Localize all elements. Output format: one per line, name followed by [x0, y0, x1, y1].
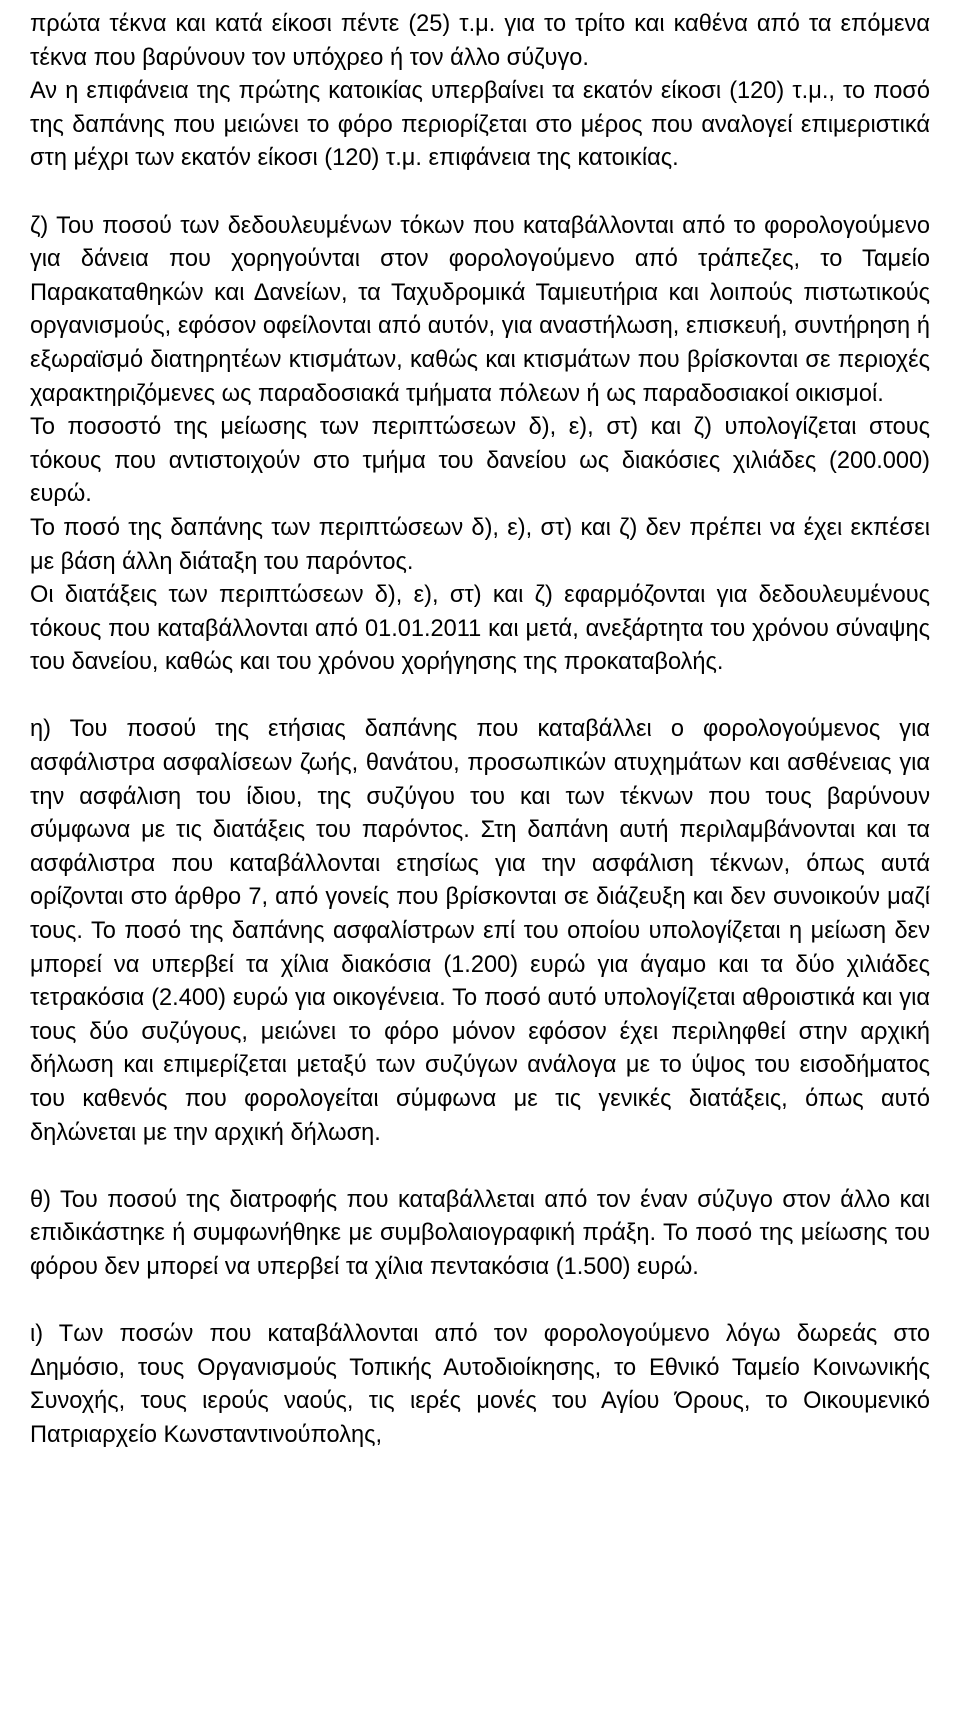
paragraph-spacer: [30, 176, 930, 210]
paragraph-reduction-percentage: Το ποσοστό της μείωσης των περιπτώσεων δ), ε), στ) και ζ) υπολογίζεται στους τόκους που αντιστοιχούν στο τμήμα του δανείου ως διακόσιες χιλιάδες (200.000) ευρώ.: [30, 414, 930, 508]
paragraph-section-z: ζ) Του ποσού των δεδουλευμένων τόκων που καταβάλλονται από το φορολογούμενο για δάνεια που χορηγούνται στον φορολογούμενο από τράπεζες, το Ταμείο Παρακαταθηκών και Δανείων, τα Ταχυδρομικά Ταμιευτήρια και λοιπούς πιστωτικούς οργανισμούς, εφόσον οφείλονται από αυτόν, για αναστήλωση, επισκευή, συντήρηση ή εξωραϊσμό διατηρητέων κτισμάτων, καθώς και κτισμάτων που βρίσκονται σε περιοχές χαρακτηριζόμενες ως παραδοσιακά τμήματα πόλεων ή ως παραδοσιακοί οικισμοί.: [30, 212, 930, 407]
paragraph-spacer: [30, 1150, 930, 1184]
paragraph-section-i: η) Του ποσού της ετήσιας δαπάνης που καταβάλλει ο φορολογούμενος για ασφάλιστρα ασφαλίσεων ζωής, θανάτου, προσωπικών ατυχημάτων και ασθένειας για την ασφάλιση του ίδιου, της συζύγου του και των τέκνων που τους βαρύνουν σύμφωνα με τις διατάξεις του παρόντος. Στη δαπάνη αυτή περιλαμβάνονται και τα ασφάλιστρα που καταβάλλονται ετησίως για την ασφάλιση τέκνων, όπως αυτά ορίζονται στο άρθρο 7, από γονείς που βρίσκονται σε διάζευξη και δεν συνοικούν μαζί τους. Το ποσό της δαπάνης ασφαλίστρων επί του οποίου υπολογίζεται η μείωση δεν μπορεί να υπερβεί τα χίλια διακόσια (1.200) ευρώ για άγαμο και τα δύο χιλιάδες τετρακόσια (2.400) ευρώ για οικογένεια. Το ποσό αυτό υπολογίζεται αθροιστικά και για τους δύο συζύγους, μειώνει το φόρο μόνον εφόσον έχει περιληφθεί στην αρχική δήλωση και επιμερίζεται μεταξύ των συζύγων ανάλογα με το ύψος του εισοδήματος του καθενός που φορολογείται σύμφωνα με τις γενικές διατάξεις, όπως αυτό δηλώνεται με την αρχική δήλωση.: [30, 716, 930, 1146]
paragraph-surface-limit: Αν η επιφάνεια της πρώτης κατοικίας υπερβαίνει τα εκατόν είκοσι (120) τ.μ., το ποσό της δαπάνης που μειώνει το φόρο περιορίζεται στο μέρος που αναλογεί επιμεριστικά στη μέχρι των εκατόν είκοσι (120) τ.μ. επιφάνεια της κατοικίας.: [30, 78, 930, 172]
paragraph-section-iota: ι) Των ποσών που καταβάλλονται από τον φορολογούμενο λόγω δωρεάς στο Δημόσιο, τους Οργανισμούς Τοπικής Αυτοδιοίκησης, το Εθνικό Ταμείο Κοινωνικής Συνοχής, τους ιερούς ναούς, τις ιερές μονές του Αγίου Όρους, το Οικουμενικό Πατριαρχείο Κωνσταντινούπολης,: [30, 1321, 930, 1448]
paragraph-spacer: [30, 680, 930, 714]
paragraph-applicability: Οι διατάξεις των περιπτώσεων δ), ε), στ) και ζ) εφαρμόζονται για δεδουλευμένους τόκους που καταβάλλονται από 01.01.2011 και μετά, ανεξάρτητα του χρόνου σύναψης του δανείου, καθώς και του χρόνου χορήγησης της προκαταβολής.: [30, 582, 930, 676]
paragraph-rooms-continuation: πρώτα τέκνα και κατά είκοσι πέντε (25) τ.μ. για το τρίτο και καθένα από τα επόμενα τέκνα που βαρύνουν τον υπόχρεο ή τον άλλο σύζυγο.: [30, 11, 930, 71]
paragraph-section-th: θ) Του ποσού της διατροφής που καταβάλλεται από τον έναν σύζυγο στον άλλο και επιδικάστηκε ή συμφωνήθηκε με συμβολαιογραφική πράξη. Το ποσό της μείωσης του φόρου δεν μπορεί να υπερβεί τα χίλια πεντακόσια (1.500) ευρώ.: [30, 1186, 930, 1280]
paragraph-spacer: [30, 1285, 930, 1319]
paragraph-expense-deduction: Το ποσό της δαπάνης των περιπτώσεων δ), ε), στ) και ζ) δεν πρέπει να έχει εκπέσει με βάση άλλη διάταξη του παρόντος.: [30, 514, 930, 575]
